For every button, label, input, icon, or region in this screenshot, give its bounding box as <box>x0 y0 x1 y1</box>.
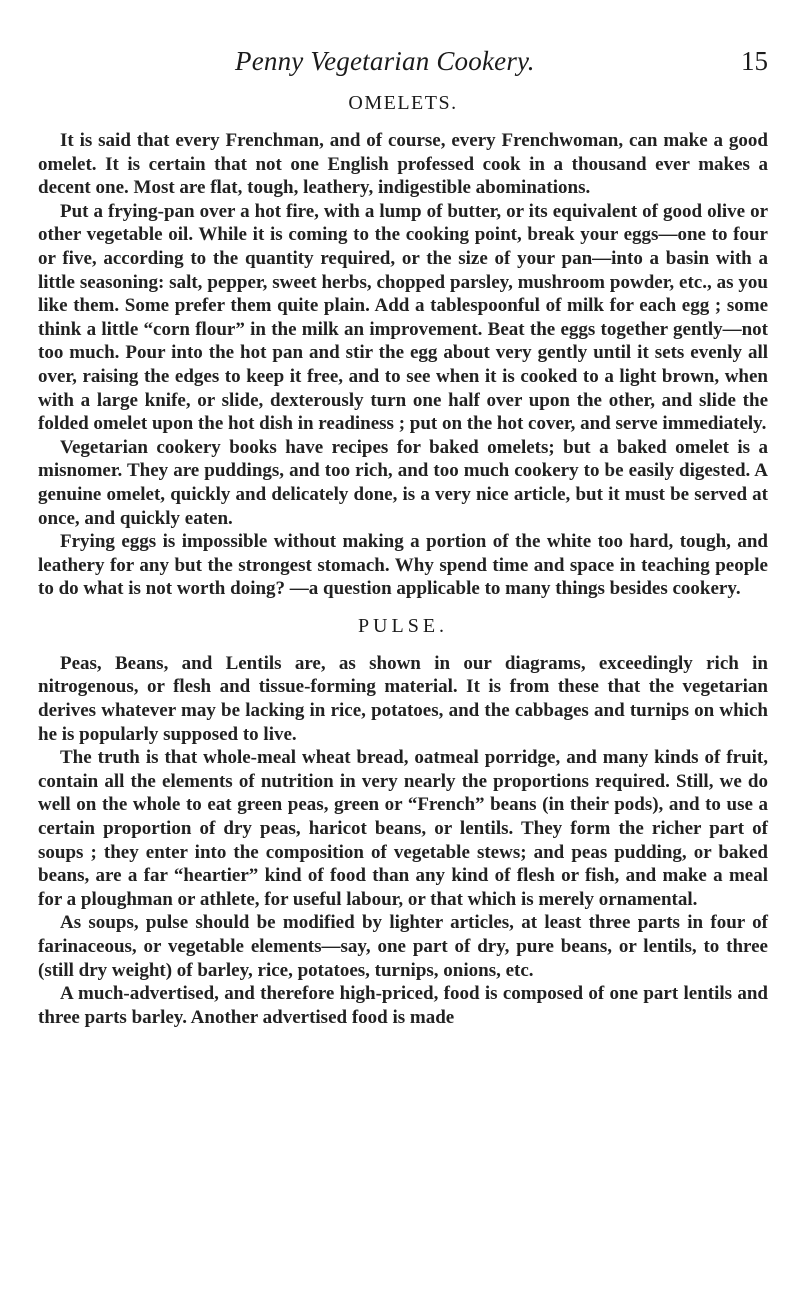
paragraph: A much-advertised, and therefore high-priced, food is composed of one part lentils and three parts barley. Another advertised food is made <box>38 983 768 1028</box>
running-title: Penny Vegetarian Cookery. <box>235 46 535 76</box>
paragraph: As soups, pulse should be modified by lighter articles, at least three parts in four of farinaceous, or vegetable elements—say, one part of dry, pure beans, or lentils, to three (still dry weight) of barley, rice, potatoes, turnips, onions, etc. <box>38 912 768 981</box>
section-omelets <box>38 92 768 601</box>
section-heading: OMELETS. <box>348 92 458 114</box>
paragraph: Vegetarian cookery books have recipes for baked omelets; but a baked omelet is a misnomer. They are puddings, and too rich, and too much cookery to be easily digested. A genuine omelet, quickly and delicately done, is a very nice article, but it must be served at once, and quickly eaten. <box>38 436 768 529</box>
page-number: 15 <box>741 46 768 76</box>
paragraph: Peas, Beans, and Lentils are, as shown in our diagrams, exceedingly rich in nitrogenous, or flesh and tissue-forming material. It is from these that the vegetarian derives whatever may be lacking in rice, potatoes, and the cabbages and turnips on which he is popularly supposed to live. <box>38 652 768 745</box>
paragraph: Frying eggs is impossible without making a portion of the white too hard, tough, and leathery for any but the strongest stomach. Why spend time and space in teaching people to do what is not worth doing? —a question applicable to many things besides cookery. <box>38 531 768 600</box>
section-pulse <box>38 615 768 1030</box>
paragraph: It is said that every Frenchman, and of course, every Frenchwoman, can make a good omelet. It is certain that not one English professed cook in a thousand ever makes a decent one. Most are flat, tough, leathery, indigestible abominations. <box>38 130 768 199</box>
running-head <box>38 46 768 84</box>
section-heading: PULSE. <box>357 614 449 637</box>
paragraph: The truth is that whole-meal wheat bread, oatmeal porridge, and many kinds of fruit, contain all the elements of nutrition in very nearly the proportions required. Still, we do well on the whole to eat green peas, green or “French” beans (in their pods), and to use a certain proportion of dry peas, haricot beans, or lentils. They form the richer part of soups ; they enter into the composition of vegetable stews; and peas pudding, or baked beans, are a far “heartier” kind of food than any kind of flesh or fish, and make a meal for a ploughman or athlete, for useful labour, or that which is merely ornamental. <box>38 747 768 910</box>
book-page <box>38 46 768 1029</box>
paragraph: Put a frying-pan over a hot fire, with a lump of butter, or its equivalent of good olive or other vegetable oil. While it is coming to the cooking point, break your eggs—one to four or five, according to the quantity required, or the size of your pan—into a basin with a little seasoning: salt, pepper, sweet herbs, chopped parsley, mushroom powder, etc., as you like them. Some prefer them quite plain. Add a tablespoonful of milk for each egg ; some think a little “corn flour” in the milk an improvement. Beat the eggs together gently—not too much. Pour into the hot pan and stir the egg about very gently until it sets evenly all over, raising the edges to keep it free, and to see when it is cooked to a light brown, when with a large knife, or slide, dexterously turn one half over upon the other, and slide the folded omelet upon the hot dish in readiness ; put on the hot cover, and serve immediately. <box>38 200 768 435</box>
